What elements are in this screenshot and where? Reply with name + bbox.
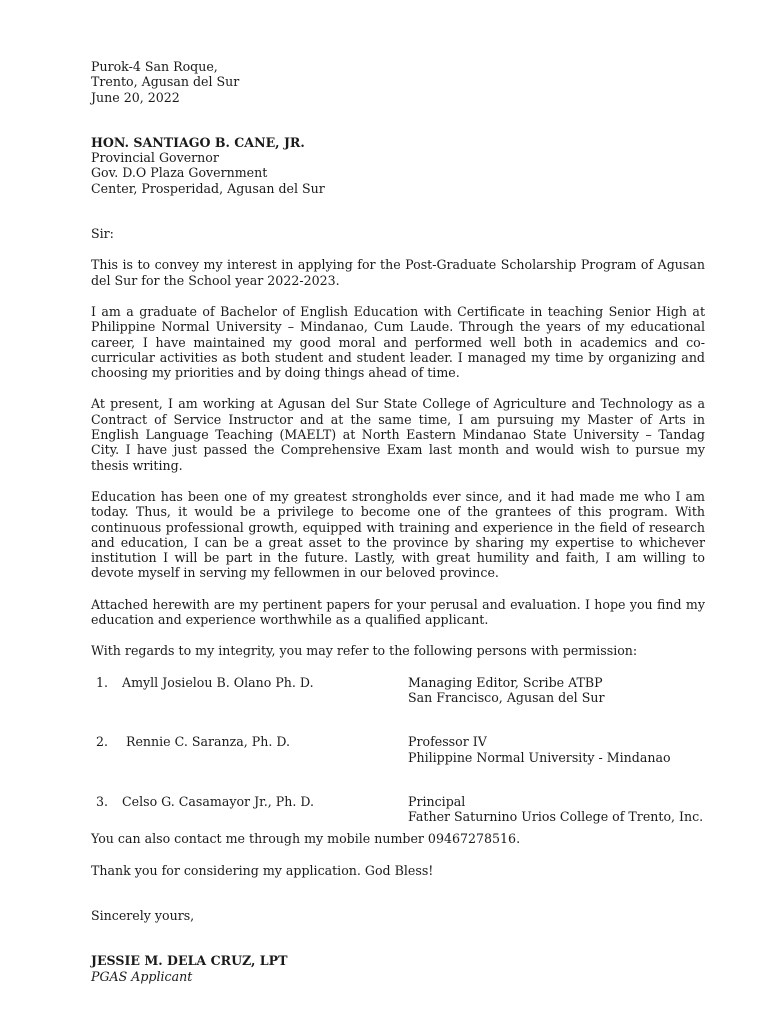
contact-line: You can also contact me through my mobile number 09467278516. [91, 831, 521, 847]
recipient-title: Provincial Governor [91, 150, 219, 166]
salutation: Sir: [91, 226, 114, 242]
sender-address-line1: Purok-4 San Roque, [91, 59, 218, 74]
recipient-block [91, 135, 705, 196]
reference-affiliation: Father Saturnino Urios College of Trento, Inc. [408, 809, 704, 825]
paragraph-education: I am a graduate of Bachelor of English Education with Certificate in teaching Senior High at Philippine Normal University – Mindanao, Cum Laude. Through the years of my educational career, I have maintained my good moral and performed well both in academics and co-curricular activities as both student and student leader. I managed my time by organizing and choosing my priorities and by doing things ahead of time. [91, 303, 705, 381]
letter-date: June 20, 2022 [91, 89, 180, 105]
reference-affiliation: San Francisco, Agusan del Sur [408, 689, 605, 705]
reference-name: Rennie C. Saranza, Ph. D. [126, 734, 291, 750]
reference-name: Celso G. Casamayor Jr., Ph. D. [122, 793, 315, 809]
paragraph-present-work: At present, I am working at Agusan del Sur State College of Agriculture and Technology as a Contract of Service Instructor and at the same time, I am pursuing my Master of Arts in English Language Teaching (MAELT) at North Eastern Mindanao State University – Tandag City. I have just passed the Comprehensive Exam last month and would wish to pursue my thesis writing. [91, 396, 705, 473]
letter-page [91, 59, 705, 984]
reference-position: Managing Editor, Scribe ATBP [408, 674, 603, 690]
reference-item [91, 675, 705, 706]
reference-position: Principal [408, 793, 466, 809]
reference-details [408, 794, 705, 825]
recipient-address-line2: Center, Prosperidad, Agusan del Sur [91, 180, 325, 196]
reference-item [91, 794, 705, 825]
sender-address [91, 59, 705, 105]
paragraph-interest: This is to convey my interest in applying for the Post-Graduate Scholarship Program of Agusan del Sur for the School year 2022-2023. [91, 257, 705, 288]
paragraph-references-intro: With regards to my integrity, you may refer to the following persons with permission: [91, 643, 638, 659]
signature-name: JESSIE M. DELA CRUZ, LPT [91, 953, 288, 969]
reference-name: Amyll Josielou B. Olano Ph. D. [122, 674, 314, 690]
signature-role: PGAS Applicant [91, 968, 193, 984]
recipient-name: HON. SANTIAGO B. CANE, JR. [91, 134, 305, 150]
reference-number: 2. [96, 734, 109, 750]
reference-details [408, 675, 705, 706]
reference-position: Professor IV [408, 734, 487, 750]
paragraph-attachments: Attached herewith are my pertinent papers for your perusal and evaluation. I hope you find my education and experience worthwhile as a qualified applicant. [91, 596, 705, 628]
reference-item [91, 734, 705, 765]
reference-affiliation: Philippine Normal University - Mindanao [408, 749, 671, 765]
recipient-address-line1: Gov. D.O Plaza Government [91, 165, 268, 181]
references-list [91, 675, 705, 825]
sender-address-line2: Trento, Agusan del Sur [91, 74, 240, 90]
paragraph-motivation: Education has been one of my greatest strongholds ever since, and it had made me who I am today. Thus, it would be a privilege to become one of the grantees of this program. With continuous professional growth, equipped with training and experience in the field of research and education, I can be a great asset to the province by sharing my expertise to whichever institution I will be part in the future. Lastly, with great humility and faith, I am willing to devote myself in serving my fellowmen in our beloved province. [91, 488, 705, 581]
thanks-line: Thank you for considering my application. God Bless! [91, 862, 434, 878]
closing: Sincerely yours, [91, 907, 195, 923]
reference-number: 1. [96, 674, 109, 690]
reference-number: 3. [96, 793, 109, 809]
reference-details [408, 734, 705, 765]
